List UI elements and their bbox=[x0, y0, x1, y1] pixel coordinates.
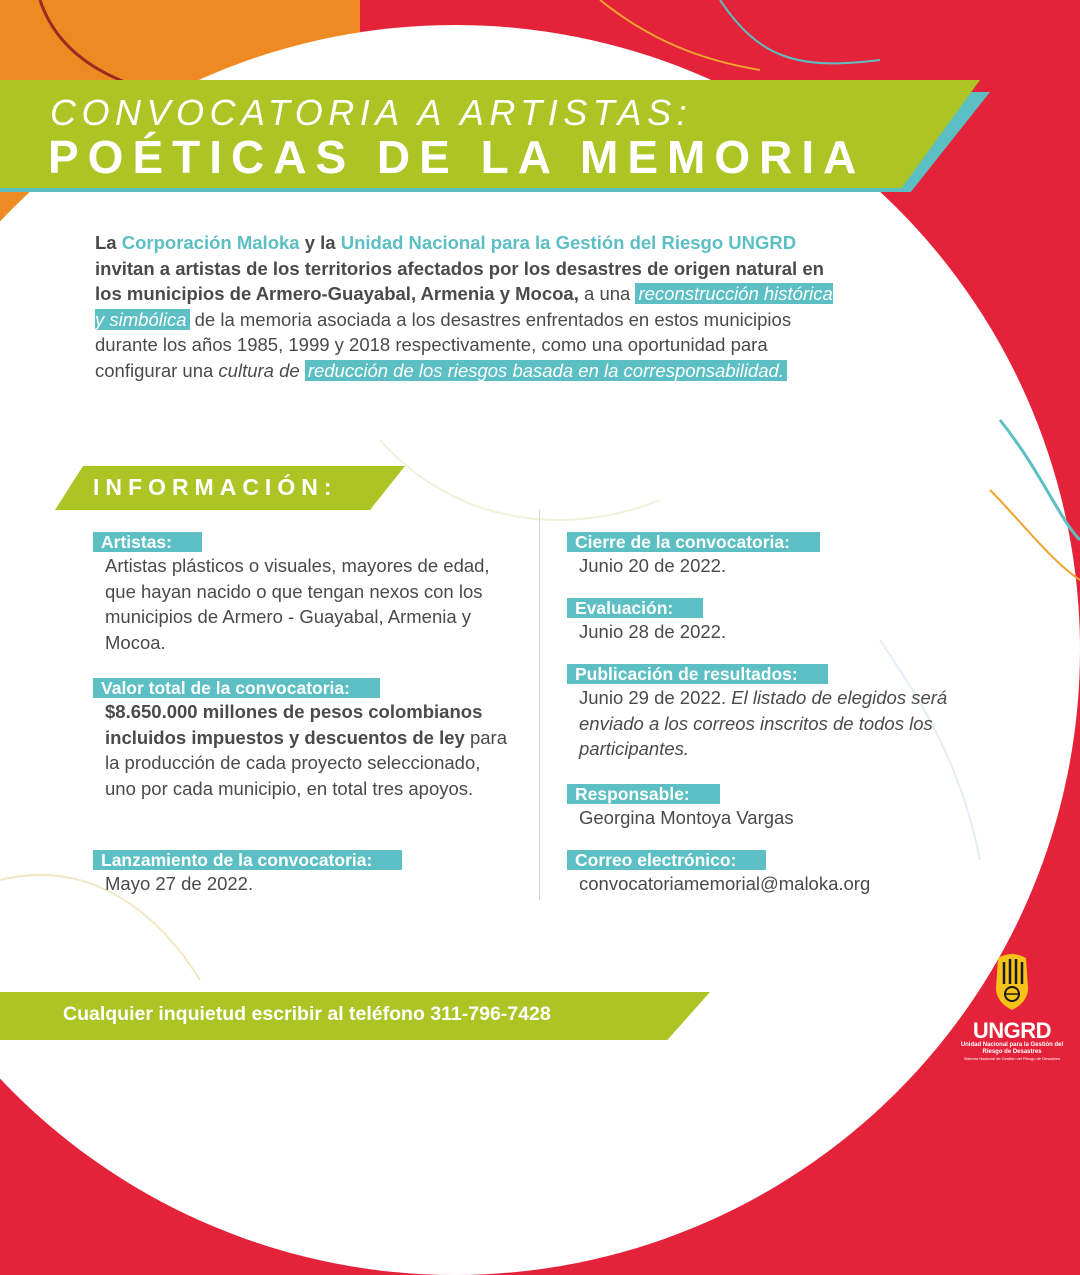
intro-italic: cultura de bbox=[218, 359, 300, 381]
maloka-d-shape bbox=[906, 962, 946, 1048]
maloka-letter: A bbox=[893, 971, 902, 983]
ungrd-logo bbox=[958, 950, 1068, 1070]
valor-value bbox=[93, 699, 513, 801]
publicacion-block bbox=[567, 664, 982, 762]
ungrd-small-text: Sistema Nacional de Gestión del Riesgo de Desastres bbox=[963, 1056, 1061, 1061]
intro-text: a una bbox=[578, 283, 636, 304]
ungrd-name: UNGRD bbox=[972, 1018, 1052, 1043]
ungrd-subtitle-text: Unidad Nacional para la Gestión del Riesgo de Desastres bbox=[960, 1042, 1064, 1055]
valor-amount: $8.650.000 millones de pesos colombianos incluidos impuestos y descuentos de ley bbox=[105, 701, 483, 748]
valor-detail: para la producción de cada proyecto seleccionado, uno por cada municipio, en total tres apoyos. bbox=[105, 726, 507, 799]
correo-value[interactable]: convocatoriamemorial@maloka.org bbox=[579, 873, 871, 894]
cierre-label: Cierre de la convocatoria: bbox=[567, 532, 820, 552]
decor-line bbox=[380, 440, 660, 520]
evaluacion-block bbox=[567, 598, 987, 645]
intro-text: de la memoria asociada a los desastres enfrentados en estos municipios durante los años 1985, 1999 y 2018 respectivamente, como una oportunidad para configurar una bbox=[95, 308, 792, 381]
intro-text: invitan a artistas de los territorios afectados por los desastres de origen natural en los municipios de Armero-Guayabal, Armenia y Mocoa, bbox=[95, 257, 824, 304]
org-ungrd: Unidad Nacional para la Gestión del Riesgo UNGRD bbox=[340, 232, 797, 253]
artistas-label: Artistas: bbox=[93, 532, 202, 552]
column-divider bbox=[539, 510, 540, 900]
valor-block bbox=[93, 678, 513, 801]
org-maloka: Corporación Maloka bbox=[121, 232, 300, 253]
lanzamiento-block bbox=[93, 850, 513, 897]
intro-paragraph bbox=[95, 230, 835, 383]
decor-line bbox=[720, 0, 880, 63]
responsable-block bbox=[567, 784, 987, 831]
phone-number[interactable]: 311-796-7428 bbox=[430, 1003, 551, 1025]
maloka-letter: O bbox=[893, 999, 902, 1011]
artistas-block bbox=[93, 532, 493, 655]
evaluacion-label: Evaluación: bbox=[567, 598, 703, 618]
info-heading: INFORMACIÓN: bbox=[93, 474, 338, 500]
maloka-logo bbox=[870, 962, 950, 1054]
publicacion-label: Publicación de resultados: bbox=[567, 664, 828, 684]
maloka-letter: M bbox=[877, 971, 888, 983]
ungrd-subtitle bbox=[958, 1042, 1066, 1062]
footer-contact bbox=[63, 1003, 551, 1026]
lanzamiento-value: Mayo 27 de 2022. bbox=[105, 873, 254, 894]
intro-text: La bbox=[95, 232, 122, 253]
maloka-letter: A bbox=[893, 1027, 902, 1039]
responsable-value: Georgina Montoya Vargas bbox=[579, 807, 794, 828]
lanzamiento-label: Lanzamiento de la convocatoria: bbox=[93, 850, 402, 870]
publicacion-date: Junio 29 de 2022. bbox=[579, 687, 727, 708]
correo-block bbox=[567, 850, 987, 897]
maloka-letter-grid bbox=[874, 962, 906, 1048]
artistas-value: Artistas plásticos o visuales, mayores de edad, que hayan nacido o que tengan nexos con los municipios de Armero - Guayabal, Armenia y Mocoa. bbox=[105, 555, 490, 653]
correo-label: Correo electrónico: bbox=[567, 850, 766, 870]
title-subheading: CONVOCATORIA A ARTISTAS: bbox=[50, 92, 693, 133]
intro-text: y la bbox=[299, 232, 341, 253]
page-title: POÉTICAS DE LA MEMORIA bbox=[48, 131, 866, 183]
footer-text: Cualquier inquietud escribir al teléfono bbox=[63, 1003, 431, 1025]
maloka-letter: K bbox=[878, 1027, 887, 1039]
publicacion-note: El listado de elegidos será enviado a los correos inscritos de todos los participantes. bbox=[579, 687, 948, 759]
cierre-block bbox=[567, 532, 987, 579]
ungrd-hand-icon bbox=[958, 950, 1066, 1018]
responsable-label: Responsable: bbox=[567, 784, 720, 804]
highlight-reconstruccion: reconstrucción histórica y simbólica bbox=[95, 283, 833, 330]
evaluacion-value: Junio 28 de 2022. bbox=[579, 621, 727, 642]
highlight-reduccion: reducción de los riesgos basada en la corresponsabilidad. bbox=[305, 360, 787, 381]
cierre-value: Junio 20 de 2022. bbox=[579, 555, 727, 576]
publicacion-value bbox=[567, 685, 982, 762]
decor-line bbox=[600, 0, 760, 70]
maloka-letter: L bbox=[879, 999, 886, 1011]
valor-label: Valor total de la convocatoria: bbox=[93, 678, 380, 698]
decor-line bbox=[1000, 420, 1080, 540]
decor-line bbox=[990, 490, 1080, 580]
